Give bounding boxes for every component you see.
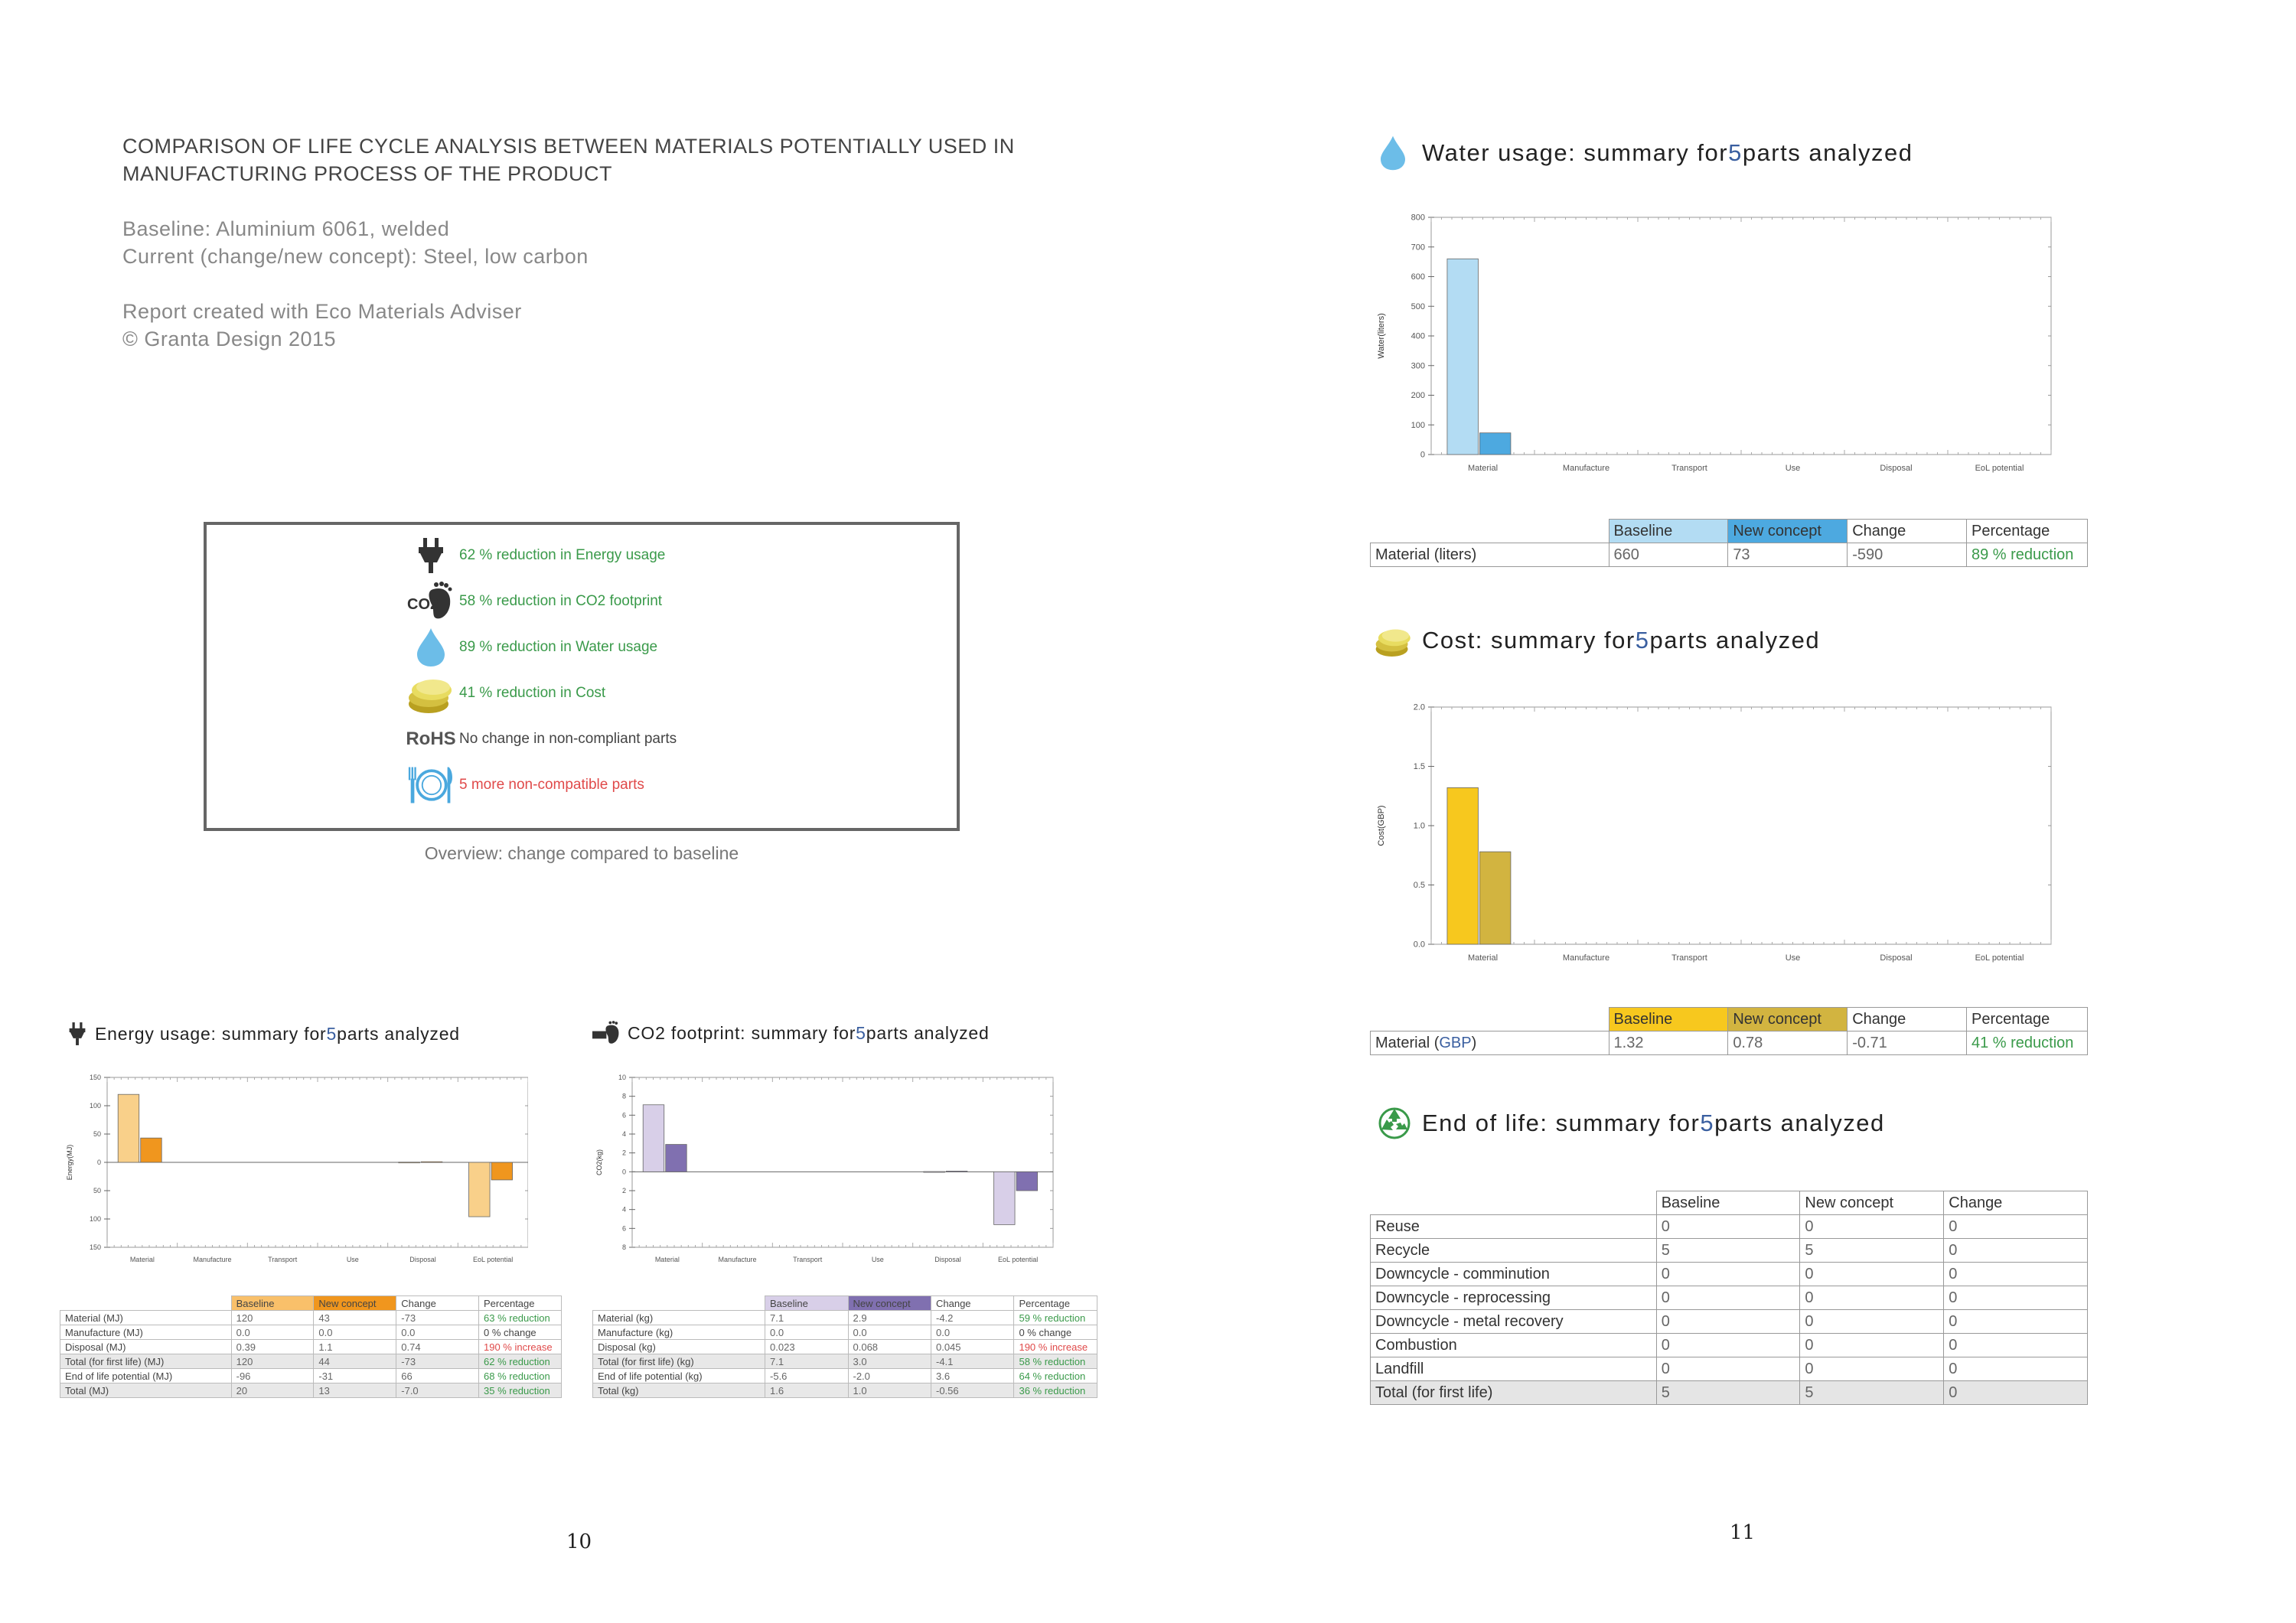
water-header-4: Percentage	[1967, 520, 2088, 543]
recycle-icon	[1378, 1106, 1411, 1140]
x-tick-label: EoL potential	[473, 1256, 514, 1263]
water-drop-icon	[1378, 135, 1408, 171]
table-cell: 5	[1800, 1381, 1944, 1405]
y-tick-label: 1.5	[1413, 762, 1425, 772]
co2-bar-baseline-5	[994, 1172, 1016, 1224]
y-tick-label: 0	[96, 1159, 101, 1166]
energy-header-1: Baseline	[231, 1296, 314, 1311]
table-cell: 64 % reduction	[1014, 1369, 1097, 1383]
current-text: Current (change/new concept): Steel, low carbon	[122, 245, 589, 268]
table-cell: 0.0	[848, 1325, 931, 1340]
table-cell: 35 % reduction	[479, 1383, 562, 1398]
x-tick-label: Transport	[1671, 953, 1707, 963]
row-label: Total (for first life) (MJ)	[60, 1354, 232, 1369]
table-cell: 36 % reduction	[1014, 1383, 1097, 1398]
table-cell: 0	[1800, 1334, 1944, 1357]
x-tick-label: Disposal	[934, 1256, 961, 1263]
table-cell: 0.0	[765, 1325, 848, 1340]
co2-section-title: CO2 footprint: summary for 5 parts analyzed	[592, 1021, 990, 1045]
table-cell: 190 % increase	[1014, 1340, 1097, 1354]
report-title-line1: COMPARISON OF LIFE CYCLE ANALYSIS BETWEEN MATERIALS POTENTIALLY USED IN	[122, 135, 1015, 158]
table-cell: 0	[1656, 1357, 1800, 1381]
cost-row-label: Material (GBP)	[1371, 1031, 1609, 1055]
table-cell: 0	[1944, 1334, 2088, 1357]
table-cell: 5	[1656, 1381, 1800, 1405]
y-tick-label: 500	[1411, 301, 1425, 311]
water-drop-icon	[407, 627, 455, 668]
co2-header-3: Change	[931, 1296, 1013, 1311]
table-cell: 73	[1728, 543, 1848, 567]
table-cell: 0 % change	[1014, 1325, 1097, 1340]
y-tick-label: 6	[621, 1111, 626, 1119]
x-tick-label: Disposal	[409, 1256, 436, 1263]
overview-co2-text: 58 % reduction in CO2 footprint	[459, 593, 663, 609]
cost-header-change: Change	[1848, 1008, 1967, 1031]
eol-header-0	[1371, 1191, 1657, 1215]
y-tick-label: 10	[618, 1074, 626, 1081]
water-header-2: New concept	[1728, 520, 1848, 543]
overview-water-text: 89 % reduction in Water usage	[459, 639, 658, 655]
table-cell: 0	[1800, 1263, 1944, 1286]
y-tick-label: 150	[89, 1074, 101, 1081]
y-tick-label: 100	[89, 1215, 101, 1223]
co2-logo-text: CO2	[407, 596, 439, 613]
x-tick-label: Use	[1785, 464, 1801, 473]
table-cell: 190 % increase	[479, 1340, 562, 1354]
table-cell: 58 % reduction	[1014, 1354, 1097, 1369]
table-row	[60, 1354, 562, 1369]
table-cell: 3.0	[848, 1354, 931, 1369]
eol-header-1: Baseline	[1656, 1191, 1800, 1215]
table-cell: 0	[1944, 1215, 2088, 1239]
overview-water	[407, 624, 657, 670]
table-row	[60, 1325, 562, 1340]
cost-bar-baseline-0	[1447, 787, 1479, 944]
table-cell: 0	[1800, 1310, 1944, 1334]
row-label: Material (kg)	[593, 1311, 765, 1325]
co2-header-2: New concept	[848, 1296, 931, 1311]
y-tick-label: 200	[1411, 391, 1425, 401]
x-tick-label: Transport	[268, 1256, 298, 1263]
x-tick-label: Transport	[1671, 464, 1707, 473]
cost-header-new: New concept	[1728, 1008, 1848, 1031]
table-row	[60, 1383, 562, 1398]
table-cell: 0	[1656, 1263, 1800, 1286]
row-label: Downcycle - comminution	[1371, 1263, 1657, 1286]
water-bar-baseline-0	[1447, 259, 1479, 455]
co2-bar-new-concept-4	[946, 1171, 967, 1172]
row-label: Disposal (kg)	[593, 1340, 765, 1354]
rohs-icon	[407, 728, 455, 750]
x-tick-label: Manufacture	[193, 1256, 232, 1263]
water-header-0	[1371, 520, 1609, 543]
table-cell: 0	[1944, 1286, 2088, 1310]
table-row	[1371, 1310, 2088, 1334]
co2-header-0	[593, 1296, 765, 1311]
cost-header-baseline: Baseline	[1609, 1008, 1728, 1031]
overview-energy-text: 62 % reduction in Energy usage	[459, 547, 666, 563]
table-cell: 660	[1609, 543, 1728, 567]
energy-bar-baseline-5	[469, 1162, 491, 1217]
overview-energy	[407, 533, 665, 578]
table-cell: -2.0	[848, 1369, 931, 1383]
x-tick-label: Use	[871, 1256, 884, 1263]
y-axis-label: CO2(kg)	[595, 1149, 603, 1176]
x-tick-label: Disposal	[1880, 953, 1913, 963]
table-cell: 120	[231, 1354, 314, 1369]
co2-bar-new-concept-5	[1016, 1172, 1038, 1191]
table-cell: 7.1	[765, 1311, 848, 1325]
table-cell: 5	[1800, 1239, 1944, 1263]
row-label: Total (MJ)	[60, 1383, 232, 1398]
table-cell: 13	[314, 1383, 396, 1398]
table-row	[593, 1325, 1097, 1340]
row-label: Recycle	[1371, 1239, 1657, 1263]
cost-table	[1370, 1007, 2088, 1055]
table-cell: -73	[396, 1354, 479, 1369]
plot-frame	[1431, 707, 2051, 944]
energy-header-2: New concept	[314, 1296, 396, 1311]
x-tick-label: EoL potential	[1975, 464, 2024, 473]
energy-bar-baseline-0	[118, 1094, 139, 1162]
table-cell: 0.74	[396, 1340, 479, 1354]
row-label: End of life potential (kg)	[593, 1369, 765, 1383]
row-label: Reuse	[1371, 1215, 1657, 1239]
overview-rohs-text: No change in non-compliant parts	[459, 731, 677, 747]
energy-bar-baseline-4	[399, 1162, 420, 1163]
x-tick-label: Material	[1467, 464, 1499, 473]
y-tick-label: 8	[621, 1092, 626, 1100]
x-tick-label: Manufacture	[1562, 464, 1610, 473]
table-cell: 5	[1656, 1239, 1800, 1263]
row-label: Landfill	[1371, 1357, 1657, 1381]
y-tick-label: 0.5	[1413, 881, 1425, 891]
baseline-text: Baseline: Aluminium 6061, welded	[122, 217, 450, 240]
table-cell: -96	[231, 1369, 314, 1383]
overview-cost	[407, 670, 605, 716]
y-axis-label: Water(liters)	[1377, 313, 1386, 359]
food-contact-icon	[407, 763, 455, 807]
table-cell: 0	[1944, 1239, 2088, 1263]
y-tick-label: 800	[1411, 213, 1425, 223]
rohs-logo-text: RoHS	[406, 728, 456, 749]
y-tick-label: 0	[621, 1168, 626, 1176]
x-tick-label: Material	[1467, 953, 1499, 963]
co2-header-4: Percentage	[1014, 1296, 1097, 1311]
table-cell: 2.9	[848, 1311, 931, 1325]
eol-header-2: New concept	[1800, 1191, 1944, 1215]
energy-bar-new-concept-0	[141, 1138, 162, 1162]
y-tick-label: 0	[1420, 450, 1425, 460]
row-label: Material (liters)	[1371, 543, 1609, 567]
plug-icon	[67, 1021, 87, 1047]
page-number-right: 11	[1730, 1521, 1756, 1544]
y-tick-label: 50	[93, 1130, 101, 1138]
eol-section-title: End of life: summary for 5 parts analyzed	[1378, 1106, 1885, 1140]
table-row	[1371, 1334, 2088, 1357]
table-cell: 3.6	[931, 1369, 1013, 1383]
water-header-3: Change	[1848, 520, 1967, 543]
table-cell: 0	[1656, 1286, 1800, 1310]
table-cell: -4.1	[931, 1354, 1013, 1369]
table-row	[593, 1311, 1097, 1325]
table-cell: -31	[314, 1369, 396, 1383]
copyright: © Granta Design 2015	[122, 328, 337, 350]
table-row	[1371, 1239, 2088, 1263]
table-cell: -590	[1848, 543, 1967, 567]
table-row	[1371, 543, 2088, 567]
overview-cost-text: 41 % reduction in Cost	[459, 685, 606, 701]
y-tick-label: 0.0	[1413, 940, 1425, 950]
intro-block	[122, 132, 1015, 353]
table-cell: 0.0	[231, 1325, 314, 1340]
cost-section-title: Cost: summary for 5 parts analyzed	[1375, 623, 1820, 658]
table-cell: 0.023	[765, 1340, 848, 1354]
x-tick-label: Transport	[793, 1256, 823, 1263]
table-row	[1371, 1263, 2088, 1286]
table-cell: 0.068	[848, 1340, 931, 1354]
table-cell: -5.6	[765, 1369, 848, 1383]
plot-frame	[632, 1077, 1053, 1247]
table-cell: 0	[1656, 1215, 1800, 1239]
row-label: Total (for first life) (kg)	[593, 1354, 765, 1369]
table-cell: 0	[1800, 1286, 1944, 1310]
report-credit: Report created with Eco Materials Adviser	[122, 300, 522, 323]
table-cell: 89 % reduction	[1967, 543, 2088, 567]
cost-header-percentage: Percentage	[1967, 1008, 2088, 1031]
table-cell: 0	[1656, 1334, 1800, 1357]
row-label: End of life potential (MJ)	[60, 1369, 232, 1383]
table-cell: 0.0	[396, 1325, 479, 1340]
table-row	[60, 1340, 562, 1354]
row-label: Total (for first life)	[1371, 1381, 1657, 1405]
x-tick-label: Material	[129, 1256, 155, 1263]
table-cell: 7.1	[765, 1354, 848, 1369]
table-cell: -0.56	[931, 1383, 1013, 1398]
eol-table	[1370, 1191, 2088, 1405]
overview-food	[407, 762, 644, 808]
plug-icon	[407, 536, 455, 575]
x-tick-label: Use	[1785, 953, 1801, 963]
table-cell: -7.0	[396, 1383, 479, 1398]
coins-icon	[407, 672, 455, 715]
water-section-title: Water usage: summary for 5 parts analyzed	[1378, 135, 1913, 171]
co2-header-1: Baseline	[765, 1296, 848, 1311]
report-title-line2: MANUFACTURING PROCESS OF THE PRODUCT	[122, 162, 613, 185]
table-cell: 0.045	[931, 1340, 1013, 1354]
water-chart	[1370, 207, 2059, 490]
y-tick-label: 1.0	[1413, 821, 1425, 831]
x-tick-label: EoL potential	[1975, 953, 2024, 963]
eol-header-3: Change	[1944, 1191, 2088, 1215]
table-cell: 0.0	[314, 1325, 396, 1340]
y-tick-label: 2.0	[1413, 702, 1425, 712]
water-bar-new-concept-0	[1479, 433, 1511, 455]
cost-chart	[1370, 696, 2059, 979]
x-tick-label: Material	[654, 1256, 680, 1263]
co2-footprint-icon	[592, 1021, 621, 1045]
cost-bar-new-concept-0	[1479, 852, 1511, 944]
table-row	[593, 1383, 1097, 1398]
row-label: Manufacture (kg)	[593, 1325, 765, 1340]
table-cell: -73	[396, 1311, 479, 1325]
table-cell: 0	[1944, 1263, 2088, 1286]
table-row	[593, 1354, 1097, 1369]
energy-chart	[54, 1071, 528, 1270]
row-label: Disposal (MJ)	[60, 1340, 232, 1354]
table-row	[1371, 1215, 2088, 1239]
table-row	[60, 1311, 562, 1325]
overview-rohs	[407, 716, 677, 762]
x-tick-label: Manufacture	[1562, 953, 1610, 963]
table-cell: 1.0	[848, 1383, 931, 1398]
table-cell: 0	[1944, 1357, 2088, 1381]
row-label: Downcycle - reprocessing	[1371, 1286, 1657, 1310]
table-cell: 120	[231, 1311, 314, 1325]
co2-bar-baseline-0	[643, 1105, 664, 1172]
coins-icon	[1375, 623, 1413, 658]
overview-caption: Overview: change compared to baseline	[424, 843, 739, 863]
overview-box	[204, 522, 960, 831]
table-cell: 43	[314, 1311, 396, 1325]
y-tick-label: 4	[621, 1130, 626, 1138]
y-tick-label: 150	[89, 1243, 101, 1251]
table-cell: -4.2	[931, 1311, 1013, 1325]
table-cell: 0	[1944, 1381, 2088, 1405]
table-cell: 59 % reduction	[1014, 1311, 1097, 1325]
table-cell: 0.39	[231, 1340, 314, 1354]
y-axis-label: Energy(MJ)	[66, 1144, 73, 1181]
energy-table	[60, 1295, 562, 1398]
table-row	[593, 1340, 1097, 1354]
table-row	[1371, 1286, 2088, 1310]
table-row	[1371, 1357, 2088, 1381]
overview-co2	[407, 578, 662, 624]
table-cell: 0	[1800, 1215, 1944, 1239]
row-label: Downcycle - metal recovery	[1371, 1310, 1657, 1334]
co2-footprint-icon	[407, 582, 455, 621]
y-tick-label: 100	[89, 1102, 101, 1110]
table-row	[1371, 1381, 2088, 1405]
overview-food-text: 5 more non-compatible parts	[459, 777, 644, 793]
table-row	[60, 1369, 562, 1383]
table-cell: 1.1	[314, 1340, 396, 1354]
co2-bar-new-concept-0	[666, 1145, 687, 1172]
y-tick-label: 600	[1411, 272, 1425, 282]
table-cell: 20	[231, 1383, 314, 1398]
water-header-1: Baseline	[1609, 520, 1728, 543]
y-tick-label: 300	[1411, 361, 1425, 371]
plot-frame	[1431, 217, 2051, 455]
y-tick-label: 8	[621, 1243, 626, 1251]
y-tick-label: 50	[93, 1187, 101, 1194]
co2-chart	[586, 1071, 1061, 1270]
energy-header-4: Percentage	[479, 1296, 562, 1311]
x-tick-label: Manufacture	[718, 1256, 757, 1263]
row-label: Total (kg)	[593, 1383, 765, 1398]
table-cell: 0	[1944, 1310, 2088, 1334]
y-tick-label: 2	[621, 1149, 626, 1157]
y-tick-label: 2	[621, 1187, 626, 1194]
co2-table	[592, 1295, 1097, 1398]
row-label: Material (MJ)	[60, 1311, 232, 1325]
table-cell: 62 % reduction	[479, 1354, 562, 1369]
y-tick-label: 6	[621, 1224, 626, 1233]
table-cell: 63 % reduction	[479, 1311, 562, 1325]
table-row: Material (GBP) 1.32 0.78 -0.71 41 % reduction	[1371, 1031, 2088, 1055]
row-label: Manufacture (MJ)	[60, 1325, 232, 1340]
table-cell: 0	[1800, 1357, 1944, 1381]
energy-bar-new-concept-5	[491, 1162, 513, 1180]
table-cell: 0	[1656, 1310, 1800, 1334]
page-number-left: 10	[566, 1530, 592, 1553]
y-tick-label: 100	[1411, 420, 1425, 430]
y-tick-label: 400	[1411, 331, 1425, 341]
table-cell: 68 % reduction	[479, 1369, 562, 1383]
x-tick-label: Disposal	[1880, 464, 1913, 473]
x-tick-label: EoL potential	[998, 1256, 1039, 1263]
table-cell: 66	[396, 1369, 479, 1383]
y-tick-label: 4	[621, 1205, 626, 1214]
y-axis-label: Cost(GBP)	[1377, 805, 1386, 846]
row-label: Combustion	[1371, 1334, 1657, 1357]
water-table	[1370, 519, 2088, 567]
table-cell: 0.0	[931, 1325, 1013, 1340]
table-cell: 1.6	[765, 1383, 848, 1398]
table-row	[593, 1369, 1097, 1383]
energy-header-3: Change	[396, 1296, 479, 1311]
energy-header-0	[60, 1296, 232, 1311]
table-cell: 44	[314, 1354, 396, 1369]
x-tick-label: Use	[346, 1256, 359, 1263]
energy-section-title: Energy usage: summary for 5 parts analyzed	[67, 1021, 460, 1047]
y-tick-label: 700	[1411, 243, 1425, 253]
table-cell: 0 % change	[479, 1325, 562, 1340]
